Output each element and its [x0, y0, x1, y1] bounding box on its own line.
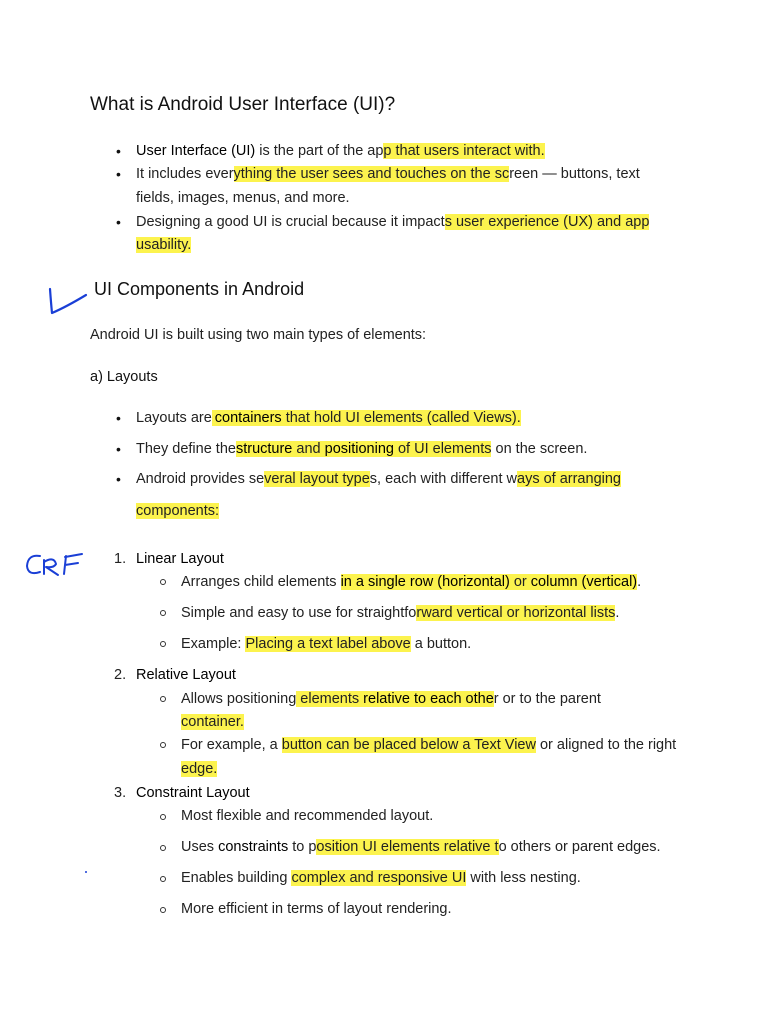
section-heading-ui-components: UI Components in Android	[94, 279, 305, 299]
bullet-dot: •	[116, 143, 121, 159]
term-user-interface: User Interface (UI)	[136, 143, 256, 159]
circle-bullet-icon	[160, 610, 166, 616]
circle-bullet-icon	[160, 814, 166, 820]
bullet-dot: •	[116, 214, 121, 230]
relative-item-1-line-1: Allows positioning elements relative to each other or to the parent	[181, 691, 601, 707]
bullet-dot: •	[116, 166, 121, 182]
bullet-dot: •	[116, 441, 121, 457]
constraint-item-1: Most flexible and recommended layout.	[181, 808, 434, 824]
layouts-heading: a) Layouts	[90, 369, 158, 385]
intro-bullet-3-line-2: usability.	[136, 237, 192, 253]
relative-layout-title: Relative Layout	[136, 667, 236, 683]
constraint-layout-title: Constraint Layout	[136, 785, 250, 801]
constraint-item-4: More efficient in terms of layout rendering.	[181, 901, 452, 917]
intro-bullet-2-line-1: It includes everything the user sees and touches on the screen — buttons, text	[136, 166, 640, 182]
intro-paragraph: Android UI is built using two main types of elements:	[90, 327, 427, 343]
linear-item-3: Example: Placing a text label above a button.	[181, 636, 472, 652]
list-number: 3.	[114, 785, 127, 801]
intro-bullet-2-line-2: fields, images, menus, and more.	[136, 190, 350, 206]
bullet-dot: •	[116, 471, 121, 487]
constraint-item-3: Enables building complex and responsive UI with less nesting.	[181, 870, 581, 886]
layout-bullet-3-line-1: Android provides several layout types, each with different ways of arranging	[136, 471, 621, 487]
intro-bullet-1: User Interface (UI) is the part of the app that users interact with.	[136, 143, 545, 159]
circle-bullet-icon	[160, 876, 166, 882]
linear-layout-title: Linear Layout	[136, 551, 224, 567]
layout-bullet-2: They define thestructure and positioning of UI elements on the screen.	[136, 441, 588, 457]
relative-item-2-line-1: For example, a button can be placed below a Text View or aligned to the right	[181, 737, 677, 753]
layout-bullet-1: Layouts are containers that hold UI elements (called Views).	[136, 410, 521, 426]
circle-bullet-icon	[160, 742, 166, 748]
circle-bullet-icon	[160, 907, 166, 913]
circle-bullet-icon	[160, 696, 166, 702]
handwritten-check-icon	[46, 285, 90, 319]
handwritten-crf-annotation	[24, 548, 88, 580]
relative-item-2-line-2: edge.	[181, 761, 218, 777]
linear-item-1: Arranges child elements in a single row (horizontal) or column (vertical).	[181, 574, 642, 590]
intro-bullet-3-line-1: Designing a good UI is crucial because it impacts user experience (UX) and app	[136, 214, 650, 230]
circle-bullet-icon	[160, 579, 166, 585]
linear-item-2: Simple and easy to use for straightforward vertical or horizontal lists.	[181, 605, 620, 621]
ink-dot	[85, 871, 87, 873]
bullet-dot: •	[116, 410, 121, 426]
relative-item-1-line-2: container.	[181, 714, 244, 730]
list-number: 2.	[114, 667, 127, 683]
layout-bullet-3-line-2: components:	[136, 503, 220, 519]
page-title: What is Android User Interface (UI)?	[90, 94, 396, 115]
circle-bullet-icon	[160, 641, 166, 647]
circle-bullet-icon	[160, 845, 166, 851]
list-number: 1.	[114, 551, 127, 567]
constraint-item-2: Uses constraints to position UI elements relative to others or parent edges.	[181, 839, 661, 855]
